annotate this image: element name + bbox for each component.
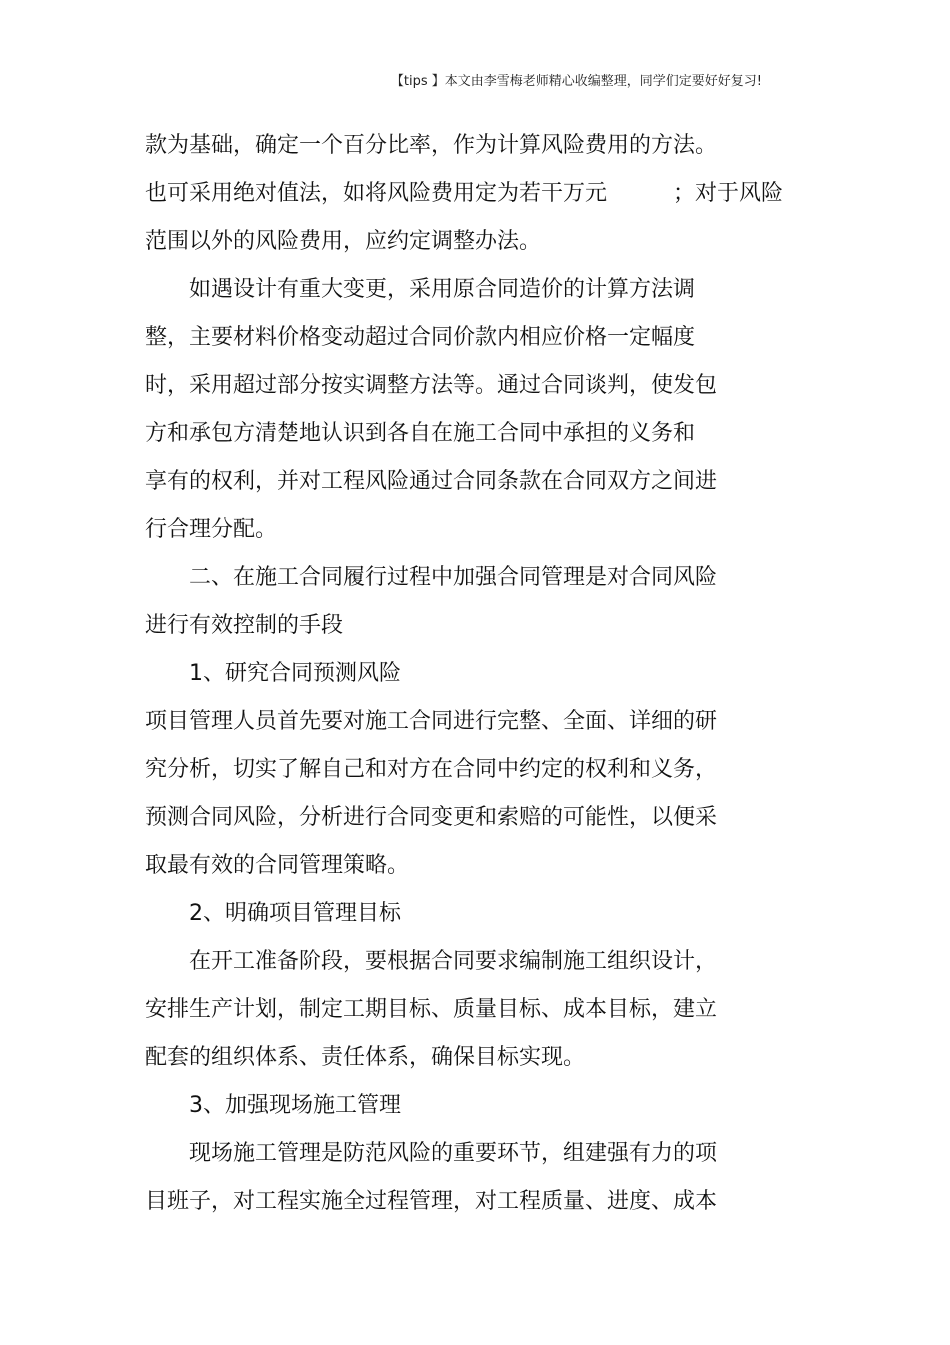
text-line: 行合理分配。 [145,517,278,542]
text-line: 款为基础，确定一个百分比率，作为计算风险费用的方法。 [145,133,718,158]
subsection-heading: 2、明确项目管理目标 [145,901,401,926]
text-line: 现场施工管理是防范风险的重要环节，组建强有力的项 [145,1141,718,1166]
text-line: 取最有效的合同管理策略。 [145,853,410,878]
text-line: 预测合同风险，分析进行合同变更和索赔的可能性，以便采 [145,805,718,830]
subsection-heading: 3、加强现场施工管理 [145,1093,401,1118]
text-line: 究分析，切实了解自己和对方在合同中约定的权利和义务， [145,757,718,782]
text-line: 目班子，对工程实施全过程管理，对工程质量、进度、成本 [145,1189,718,1214]
section-heading: 二、在施工合同履行过程中加强合同管理是对合同风险 [145,565,718,590]
text-line: 范围以外的风险费用，应约定调整办法。 [145,229,542,254]
subsection-heading: 1、研究合同预测风险 [145,661,401,686]
section-heading: 进行有效控制的手段 [145,613,344,638]
text-line: 时，采用超过部分按实调整方法等。通过合同谈判，使发包 [145,373,718,398]
header-tip: 【tips 】本文由李雪梅老师精心收编整理，同学们定要好好复习! [390,74,762,89]
text-line: 整，主要材料价格变动超过合同价款内相应价格一定幅度 [145,325,696,350]
text-line: 配套的组织体系、责任体系，确保目标实现。 [145,1045,586,1070]
text-line: 如遇设计有重大变更，采用原合同造价的计算方法调 [145,277,696,302]
text-line: 安排生产计划，制定工期目标、质量目标、成本目标，建立 [145,997,718,1022]
text-line: 方和承包方清楚地认识到各自在施工合同中承担的义务和 [145,421,696,446]
text-line: 享有的权利，并对工程风险通过合同条款在合同双方之间进 [145,469,718,494]
text-line: 在开工准备阶段，要根据合同要求编制施工组织设计， [145,949,718,974]
text-line: 也可采用绝对值法，如将风险费用定为若干万元 ；对于风险 [145,181,784,206]
text-line: 项目管理人员首先要对施工合同进行完整、全面、详细的研 [145,709,718,734]
